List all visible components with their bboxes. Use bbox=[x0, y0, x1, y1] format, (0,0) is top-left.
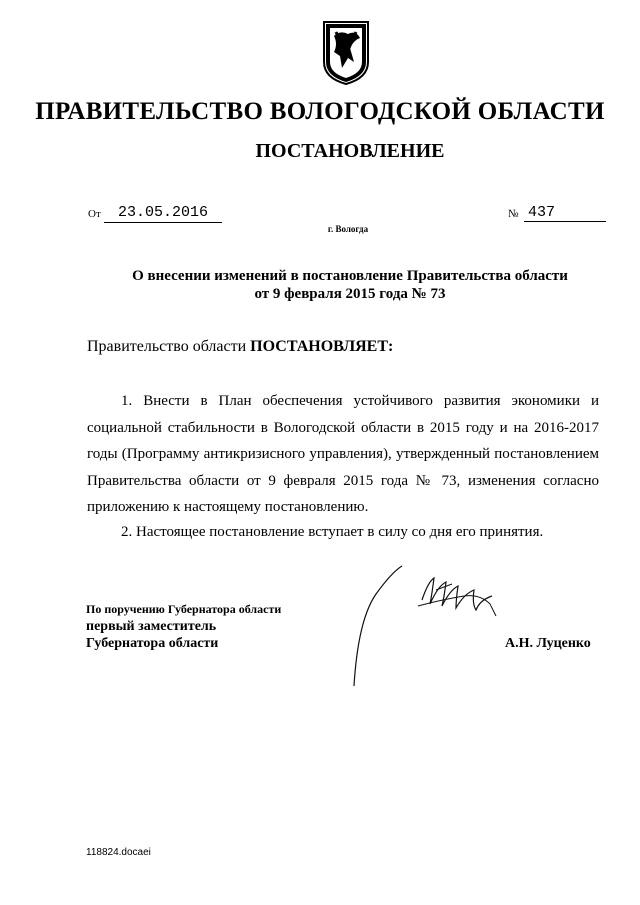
document-date: 23.05.2016 bbox=[104, 204, 222, 223]
document-number: 437 bbox=[524, 204, 606, 222]
document-heading bbox=[0, 267, 640, 303]
handwritten-signature bbox=[340, 560, 510, 690]
signer-position-line-2: Губернатора области bbox=[86, 636, 219, 651]
government-title: ПРАВИТЕЛЬСТВО ВОЛОГОДСКОЙ ОБЛАСТИ bbox=[35, 98, 605, 125]
preamble-prefix: Правительство области bbox=[87, 338, 247, 355]
preamble bbox=[87, 338, 393, 356]
coat-of-arms-icon bbox=[320, 18, 372, 86]
signature-order: По поручению Губернатора области bbox=[86, 602, 282, 616]
heading-line-1: О внесении изменений в постановление Правительства области bbox=[132, 268, 568, 284]
decree-item-2: 2. Настоящее постановление вступает в силу со дня его принятия. bbox=[121, 524, 544, 540]
number-prefix: № bbox=[508, 208, 519, 220]
document-type: ПОСТАНОВЛЕНИЕ bbox=[255, 140, 445, 162]
preamble-keyword: ПОСТАНОВЛЯЕТ: bbox=[250, 338, 394, 355]
signer-position-line-1: первый заместитель bbox=[86, 619, 217, 634]
decree-item-1: 1. Внести в План обеспечения устойчивого развития экономики и социальной стабильности в Вологодской области в 2015 году и на 2016-2017 годы (Программу антикризисного управления), утвержденный постановлением Правительства области от 9 февраля 2015 года № 73, изменения согласно приложению к настоящему постановлению. bbox=[87, 393, 599, 515]
heading-line-2: от 9 февраля 2015 года № 73 bbox=[254, 286, 446, 302]
date-prefix: От bbox=[88, 208, 101, 220]
signer-name: А.Н. Луценко bbox=[505, 636, 591, 651]
city-label: г. Вологда bbox=[327, 224, 369, 234]
file-reference: 118824.docaei bbox=[86, 847, 151, 858]
